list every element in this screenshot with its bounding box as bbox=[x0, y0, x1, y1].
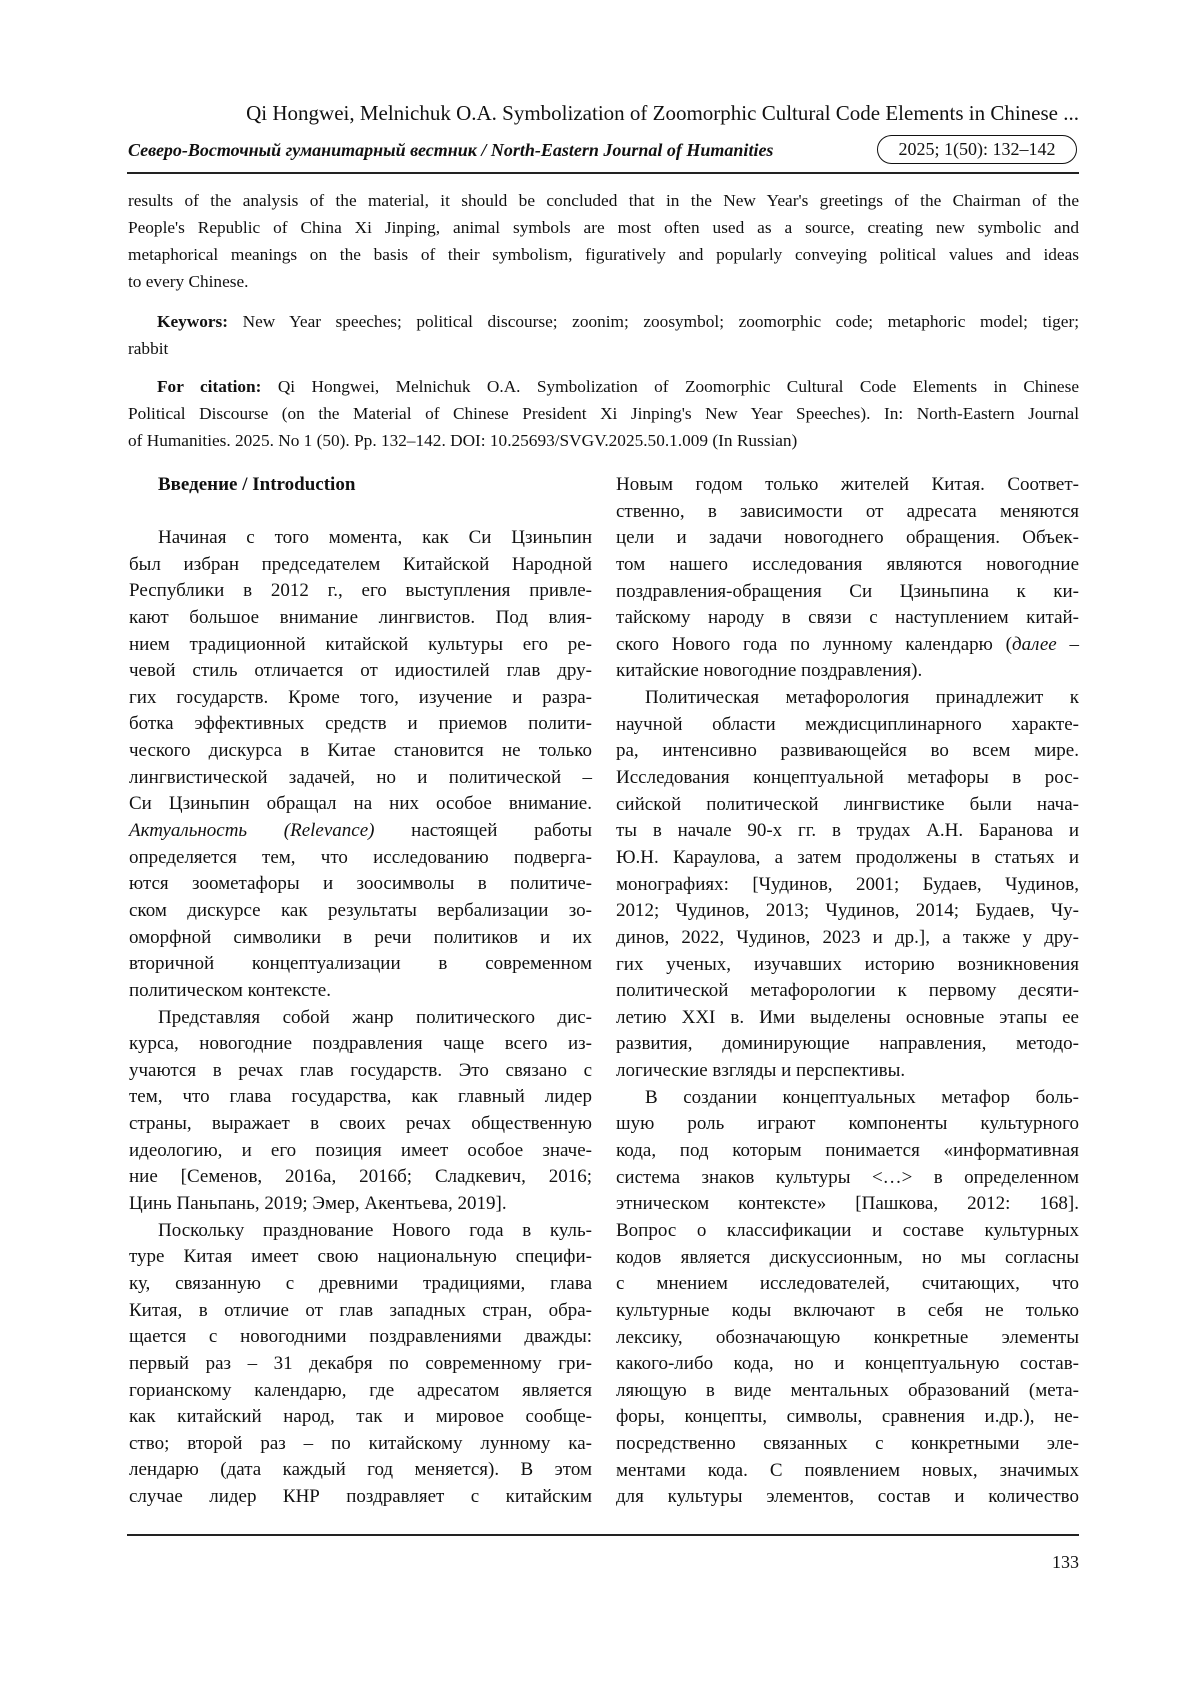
text-line bbox=[616, 952, 1079, 979]
text-segment: People's Republic of China Xi Jinping, animal symbols are most often used as a source, creating new symbolic and bbox=[128, 218, 1079, 237]
text-line bbox=[616, 658, 1079, 685]
text-segment: Начиная с того момента, как Си Цзиньпин bbox=[158, 527, 592, 548]
text-line bbox=[616, 712, 1079, 739]
text-segment: ку, связанную с древними традициями, глава bbox=[129, 1272, 592, 1294]
text-line bbox=[129, 632, 592, 659]
text-segment: щается с новогодними поздравлениями дважды: bbox=[129, 1326, 592, 1348]
text-segment: Цинь Паньпань, 2019; Эмер, Акентьева, 2019]. bbox=[129, 1193, 507, 1215]
italic-text: далее – bbox=[1011, 633, 1079, 655]
text-segment: научной области междисциплинарного характе- bbox=[616, 713, 1079, 735]
text-segment: ются зоометафоры и зоосимволы в политиче- bbox=[129, 873, 592, 895]
text-line bbox=[128, 335, 1079, 362]
text-segment: Представляя собой жанр политического дис- bbox=[158, 1006, 592, 1028]
text-line bbox=[616, 1431, 1079, 1458]
left-column bbox=[129, 525, 592, 1511]
text-segment: Новым годом только жителей Китая. Соответ- bbox=[616, 474, 1079, 495]
text-line bbox=[616, 1271, 1079, 1298]
issue-badge: 2025; 1(50): 132–142 bbox=[877, 135, 1077, 164]
header-divider bbox=[127, 172, 1079, 174]
text-segment: Political Discourse (on the Material of Chinese President Xi Jinping's New Year Speeches). In: North-Eastern Journal bbox=[128, 404, 1079, 423]
text-segment: настоящей работы bbox=[374, 820, 592, 842]
text-segment: ственно, в зависимости от адресата меняются bbox=[616, 500, 1079, 522]
text-line bbox=[129, 552, 592, 579]
text-line bbox=[129, 1005, 592, 1032]
text-line bbox=[129, 1484, 592, 1511]
text-line bbox=[129, 525, 592, 552]
text-line bbox=[616, 1191, 1079, 1218]
text-segment: этническом контексте» [Пашкова, 2012: 168]. bbox=[616, 1193, 1079, 1215]
text-line bbox=[129, 951, 592, 978]
text-line bbox=[129, 765, 592, 792]
text-segment: Политическая метафорология принадлежит к bbox=[645, 687, 1079, 709]
text-line bbox=[129, 1138, 592, 1165]
text-line bbox=[616, 1245, 1079, 1272]
text-segment: to every Chinese. bbox=[128, 272, 249, 291]
text-segment: форы, концепты, символы, сравнения и.др.), не- bbox=[616, 1406, 1079, 1428]
text-line bbox=[129, 925, 592, 952]
text-segment: первый раз – 31 декабря по современному гри- bbox=[129, 1352, 592, 1374]
text-line bbox=[616, 925, 1079, 952]
text-line bbox=[616, 685, 1079, 712]
text-line bbox=[616, 1325, 1079, 1352]
text-line bbox=[129, 818, 592, 845]
text-segment: Китая, в отличие от глав западных стран, обра- bbox=[129, 1299, 592, 1321]
italic-text: Актуальность (Relevance) bbox=[129, 820, 375, 842]
text-segment: ческого дискурса в Китае становится не только bbox=[129, 740, 592, 762]
text-line bbox=[616, 845, 1079, 872]
text-segment: Ю.Н. Караулова, а затем продолжены в статьях и bbox=[616, 846, 1079, 868]
text-segment: логические взгляды и перспективы. bbox=[616, 1060, 906, 1082]
right-column bbox=[616, 472, 1079, 1511]
text-line bbox=[129, 1431, 592, 1458]
text-line bbox=[129, 1031, 592, 1058]
text-line bbox=[129, 1218, 592, 1245]
text-segment: китайские новогодние поздравления). bbox=[616, 660, 923, 682]
text-segment: идеологию, и его позиция имеет особое значе- bbox=[129, 1139, 592, 1161]
text-line bbox=[616, 1058, 1079, 1085]
text-segment: посредственно связанных с конкретными эле- bbox=[616, 1433, 1079, 1455]
text-segment: гих государств. Кроме того, изучение и разра- bbox=[129, 686, 592, 708]
text-line bbox=[616, 738, 1079, 765]
text-segment: монографиях: [Чудинов, 2001; Будаев, Чудинов, bbox=[616, 873, 1079, 895]
text-line bbox=[616, 1484, 1079, 1511]
text-segment: страны, выражает в своих речах общественную bbox=[129, 1113, 592, 1135]
text-line bbox=[129, 978, 592, 1005]
text-line bbox=[129, 605, 592, 632]
text-segment: Исследования концептуальной метафоры в рос- bbox=[616, 767, 1079, 789]
text-segment: ние [Семенов, 2016а, 2016б; Сладкевич, 2016; bbox=[129, 1166, 592, 1188]
text-line bbox=[129, 845, 592, 872]
text-segment: ментами кода. С появлением новых, значимых bbox=[616, 1459, 1079, 1481]
text-line bbox=[129, 898, 592, 925]
text-line bbox=[616, 525, 1079, 552]
text-segment: тайскому народу в связи с наступлением китай- bbox=[616, 607, 1079, 629]
text-segment: ты в начале 90-х гг. в трудах А.Н. Баранова и bbox=[616, 820, 1079, 842]
text-segment: том нашего исследования являются новогодние bbox=[616, 553, 1079, 575]
text-segment: лексику, обозначающую конкретные элементы bbox=[616, 1326, 1079, 1348]
text-line bbox=[129, 1378, 592, 1405]
text-segment: шую роль играют компоненты культурного bbox=[616, 1113, 1079, 1135]
text-segment: Си Цзиньпин обращал на них особое внимание. bbox=[129, 793, 592, 815]
text-line bbox=[129, 711, 592, 738]
text-line bbox=[128, 214, 1079, 241]
text-segment: кода, под которым понимается «информативная bbox=[616, 1140, 1079, 1162]
text-segment: горианскому календарю, где адресатом является bbox=[129, 1379, 592, 1401]
text-segment: определяется тем, что исследованию подверга- bbox=[129, 846, 592, 868]
text-segment: тем, что глава государства, как главный лидер bbox=[129, 1086, 592, 1108]
text-segment: ляющую в виде ментальных образований (мета- bbox=[616, 1379, 1079, 1401]
text-line bbox=[129, 1324, 592, 1351]
label: For citation: bbox=[157, 377, 262, 396]
text-line bbox=[616, 1111, 1079, 1138]
text-segment: нием традиционной китайской культуры его ре- bbox=[129, 633, 592, 655]
text-segment: лингвистической задачей, но и политической – bbox=[129, 766, 592, 788]
text-segment: курса, новогодние поздравления чаще всего из- bbox=[129, 1033, 592, 1055]
text-segment: поздравления-обращения Си Цзиньпина к ки- bbox=[616, 580, 1079, 602]
section-heading: Введение / Introduction bbox=[158, 474, 356, 495]
page-number: 133 bbox=[1052, 1552, 1079, 1572]
text-line bbox=[128, 268, 1079, 295]
text-segment: политическом контексте. bbox=[129, 979, 331, 1001]
text-line bbox=[616, 579, 1079, 606]
text-line bbox=[129, 1271, 592, 1298]
text-segment: ском дискурсе как результаты вербализации зо- bbox=[129, 899, 592, 921]
text-line bbox=[129, 1244, 592, 1271]
text-segment: для культуры элементов, состав и количество bbox=[616, 1486, 1079, 1508]
text-line bbox=[129, 1404, 592, 1431]
text-line bbox=[129, 1351, 592, 1378]
text-segment: гих ученых, изучавших историю возникновения bbox=[616, 953, 1079, 975]
text-line bbox=[128, 187, 1079, 214]
text-segment: политической метафорологии к первому десяти- bbox=[616, 980, 1079, 1002]
text-segment: какого-либо кода, но и концептуальную состав- bbox=[616, 1353, 1079, 1375]
text-segment: of Humanities. 2025. No 1 (50). Pp. 132–142. DOI: 10.25693/SVGV.2025.50.1.009 (In Russian) bbox=[128, 431, 798, 450]
text-segment: Поскольку празднование Нового года в куль- bbox=[158, 1219, 592, 1241]
text-segment: с мнением исследователей, считающих, что bbox=[616, 1273, 1079, 1295]
text-segment: Вопрос о классификации и составе культурных bbox=[616, 1219, 1079, 1241]
text-segment: оморфной символики в речи политиков и их bbox=[129, 926, 592, 948]
text-line bbox=[616, 818, 1079, 845]
text-line bbox=[616, 872, 1079, 899]
text-line bbox=[129, 1084, 592, 1111]
text-line bbox=[128, 308, 1079, 335]
label: Keywors: bbox=[157, 312, 229, 331]
footer-divider bbox=[127, 1534, 1079, 1536]
text-line bbox=[616, 978, 1079, 1005]
text-segment: rabbit bbox=[128, 339, 169, 358]
text-line bbox=[616, 898, 1079, 925]
text-line bbox=[128, 427, 1079, 454]
text-line bbox=[616, 765, 1079, 792]
text-segment: 2012; Чудинов, 2013; Чудинов, 2014; Будаев, Чу- bbox=[616, 900, 1079, 922]
text-segment: ского Нового года по лунному календарю ( bbox=[616, 633, 1012, 655]
text-segment: metaphorical meanings on the basis of their symbolism, figuratively and popularly conveying political values and ideas bbox=[128, 245, 1079, 264]
text-segment: учаются в речах глав государств. Это связано с bbox=[129, 1059, 592, 1081]
text-line bbox=[129, 1457, 592, 1484]
text-line bbox=[616, 1005, 1079, 1032]
text-line bbox=[129, 578, 592, 605]
text-line bbox=[129, 685, 592, 712]
text-segment: развития, доминирующие направления, методо- bbox=[616, 1033, 1079, 1055]
text-line bbox=[616, 1085, 1079, 1112]
text-segment: случае лидер КНР поздравляет с китайским bbox=[129, 1486, 592, 1508]
text-segment: Qi Hongwei, Melnichuk O.A. Symbolization of Zoomorphic Cultural Code Elements in Chinese bbox=[261, 377, 1079, 396]
text-segment: лендарю (дата каждый год меняется). В этом bbox=[129, 1459, 592, 1481]
text-line bbox=[129, 791, 592, 818]
text-segment: ботка эффективных средств и приемов полити- bbox=[129, 713, 592, 735]
text-line bbox=[129, 1111, 592, 1138]
text-line bbox=[128, 400, 1079, 427]
text-segment: Республики в 2012 г., его выступления привле- bbox=[129, 580, 592, 602]
text-line bbox=[129, 871, 592, 898]
citation bbox=[128, 373, 1079, 454]
text-segment: сийской политической лингвистике были нача- bbox=[616, 793, 1079, 815]
text-segment: ра, интенсивно развивающейся во всем мире. bbox=[616, 740, 1079, 762]
text-line bbox=[616, 499, 1079, 526]
text-line bbox=[616, 1404, 1079, 1431]
text-line bbox=[616, 552, 1079, 579]
journal-title: Северо-Восточный гуманитарный вестник / North-Eastern Journal of Humanities bbox=[128, 140, 774, 160]
text-segment: кают большое внимание лингвистов. Под влия- bbox=[129, 606, 592, 628]
text-segment: results of the analysis of the material, it should be concluded that in the New Year's greetings of the Chairman of the bbox=[128, 191, 1079, 210]
text-segment: New Year speeches; political discourse; zoonim; zoosymbol; zoomorphic code; metaphoric model; tiger; bbox=[228, 312, 1079, 331]
text-line bbox=[616, 472, 1079, 499]
text-segment: туре Китая имеет свою национальную специфи- bbox=[129, 1246, 592, 1268]
text-segment: был избран председателем Китайской Народной bbox=[129, 553, 592, 575]
text-segment: культурные коды включают в себя не только bbox=[616, 1299, 1079, 1321]
text-line bbox=[129, 1191, 592, 1218]
text-line bbox=[616, 605, 1079, 632]
text-line bbox=[129, 658, 592, 685]
text-line bbox=[129, 1164, 592, 1191]
text-line bbox=[128, 241, 1079, 268]
text-line bbox=[616, 1165, 1079, 1192]
text-segment: кодов является дискуссионным, но мы согласны bbox=[616, 1246, 1079, 1268]
text-line bbox=[128, 373, 1079, 400]
text-line bbox=[616, 1378, 1079, 1405]
text-line bbox=[616, 1138, 1079, 1165]
text-segment: как китайский народ, так и мировое сообще- bbox=[129, 1406, 592, 1428]
text-line bbox=[616, 1031, 1079, 1058]
text-segment: вторичной концептуализации в современном bbox=[129, 953, 592, 975]
text-line bbox=[129, 1058, 592, 1085]
text-segment: динов, 2022, Чудинов, 2023 и др.], а также у дру- bbox=[616, 926, 1079, 948]
text-segment: система знаков культуры <…> в определенном bbox=[616, 1166, 1079, 1188]
text-line bbox=[616, 792, 1079, 819]
text-line bbox=[616, 1298, 1079, 1325]
text-segment: цели и задачи новогоднего обращения. Объек- bbox=[616, 527, 1079, 549]
abstract-text bbox=[128, 187, 1079, 295]
text-line bbox=[616, 632, 1079, 659]
text-line bbox=[129, 1298, 592, 1325]
text-segment: В создании концептуальных метафор боль- bbox=[645, 1086, 1079, 1108]
text-line bbox=[616, 1218, 1079, 1245]
text-line bbox=[616, 1458, 1079, 1485]
text-segment: ство; второй раз – по китайскому лунному ка- bbox=[129, 1432, 592, 1454]
text-line bbox=[616, 1351, 1079, 1378]
running-title: Qi Hongwei, Melnichuk O.A. Symbolization of Zoomorphic Cultural Code Elements in Chinese ... bbox=[246, 101, 1079, 125]
text-line bbox=[129, 738, 592, 765]
keywords bbox=[128, 308, 1079, 362]
text-segment: чевой стиль отличается от идиостилей глав дру- bbox=[129, 660, 592, 682]
text-segment: летию XXI в. Ими выделены основные этапы ее bbox=[616, 1006, 1079, 1028]
